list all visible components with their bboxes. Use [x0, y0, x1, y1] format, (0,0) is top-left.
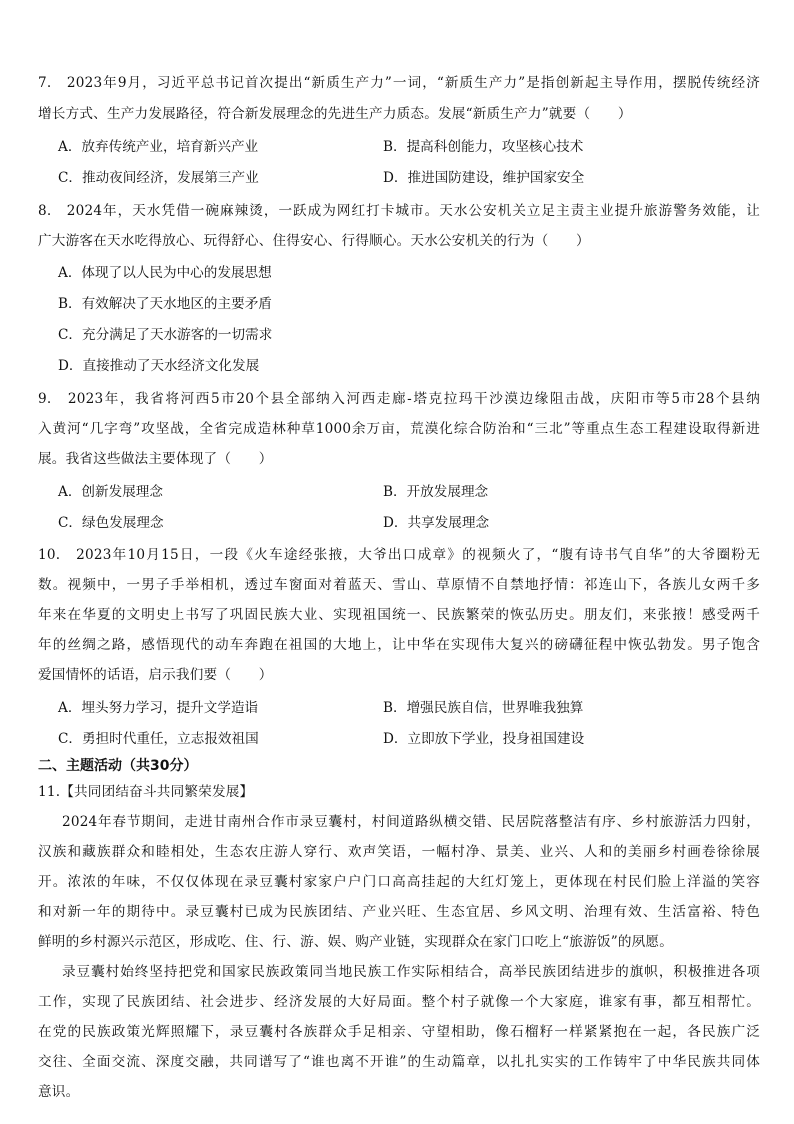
- q11-para1-line-3: 开。浓浓的年味，不仅仅体现在录豆囊村家家户户门口高高挂起的大红灯笼上，更体现在村民们脸上洋溢的笑容: [38, 874, 760, 890]
- q11-para1-line-4: 和对新一年的期待中。录豆囊村已成为民族团结、产业兴旺、生态宜居、乡风文明、治理有效、生活富裕、特色: [38, 904, 760, 920]
- q7-stem-line-2: 增长方式、生产力发展路径，符合新发展理念的先进生产力质态。发展“新质生产力”就要（ ）: [38, 106, 632, 122]
- q7-stem-line-1: 7. 2023年9月，习近平总书记首次提出“新质生产力”一词，“新质生产力”是指创新起主导作用，摆脱传统经济: [38, 75, 760, 91]
- q9-option-c[interactable]: C．绿色发展理念: [58, 515, 164, 531]
- q11-title: 11.【共同团结奋斗共同繁荣发展】: [38, 784, 254, 800]
- q10-stem-line-5: 爱国情怀的话语，启示我们要（ ）: [38, 667, 273, 683]
- q11-para2-line-2: 工作，实现了民族团结、社会进步、经济发展的大好局面。整个村子就像一个大家庭，谁家有事，都互相帮忙。: [38, 994, 760, 1010]
- q9-option-b[interactable]: B．开放发展理念: [383, 484, 489, 500]
- q7-option-d[interactable]: D．推进国防建设，维护国家安全: [383, 170, 585, 186]
- q8-option-d[interactable]: D．直接推动了天水经济文化发展: [58, 358, 260, 374]
- q9-stem-line-2: 入黄河“几字弯”攻坚战，全省完成造林种草1000余万亩，荒漠化综合防治和“三北”等重点生态工程建设取得新进: [38, 421, 760, 437]
- q11-para2-line-3: 在党的民族政策光辉照耀下，录豆囊村各族群众手足相亲、守望相助，像石榴籽一样紧紧抱在一起，各民族广泛: [38, 1024, 760, 1040]
- q8-option-c[interactable]: C．充分满足了天水游客的一切需求: [58, 327, 273, 343]
- q10-option-c[interactable]: C．勇担时代重任，立志报效祖国: [58, 731, 259, 747]
- section-heading: 二、主题活动（共30分）: [38, 758, 198, 774]
- q11-para1-line-5: 鲜明的乡村源兴示范区，形成吃、住、行、游、娱、购产业链，实现群众在家门口吃上“旅游饭”的夙愿。: [38, 934, 674, 950]
- q11-para2-line-4: 交往、全面交流、深度交融，共同谱写了“谁也离不开谁”的生动篇章，以扎扎实实的工作铸牢了中华民族共同体: [38, 1054, 760, 1070]
- q7-option-c[interactable]: C．推动夜间经济，发展第三产业: [58, 170, 259, 186]
- q8-option-a[interactable]: A．体现了以人民为中心的发展思想: [58, 265, 272, 281]
- q8-stem-line-2: 广大游客在天水吃得放心、玩得舒心、住得安心、行得顺心。天水公安机关的行为（ ）: [38, 233, 590, 249]
- q7-option-a[interactable]: A．放弃传统产业，培育新兴产业: [58, 139, 259, 155]
- q9-option-a[interactable]: A．创新发展理念: [58, 484, 163, 500]
- q10-stem-line-4: 年的丝绸之路，感悟现代的动车奔跑在祖国的大地上，让中华在实现伟大复兴的磅礴征程中恢弘勃发。男子饱含: [38, 637, 760, 653]
- q8-option-b[interactable]: B．有效解决了天水地区的主要矛盾: [58, 296, 272, 312]
- q8-stem-line-1: 8. 2024年，天水凭借一碗麻辣烫，一跃成为网红打卡城市。天水公安机关立足主责主业提升旅游警务效能，让: [38, 203, 760, 219]
- q10-option-a[interactable]: A．埋头努力学习，提升文学造诣: [58, 700, 259, 716]
- q7-option-b[interactable]: B．提高科创能力，攻坚核心技术: [383, 139, 584, 155]
- q9-stem-line-1: 9. 2023年，我省将河西5市20个县全部纳入河西走廊-塔克拉玛干沙漠边缘阻击战，庆阳市等5市28个县纳: [38, 391, 760, 407]
- q10-option-b[interactable]: B．增强民族自信，世界唯我独算: [383, 700, 584, 716]
- q9-option-d[interactable]: D．共享发展理念: [383, 515, 490, 531]
- q11-para2-line-5: 意识。: [38, 1084, 80, 1100]
- q10-stem-line-1: 10. 2023年10月15日，一段《火车途经张掖，大爷出口成章》的视频火了，“腹有诗书气自华”的大爷圈粉无: [38, 547, 760, 563]
- q9-stem-line-3: 展。我省这些做法主要体现了（ ）: [38, 451, 273, 467]
- q11-para1-line-1: 2024年春节期间，走进甘南州合作市录豆囊村，村间道路纵横交错、民居院落整洁有序、乡村旅游活力四射，: [62, 814, 760, 830]
- q10-stem-line-3: 年来在华夏的文明史上书写了巩固民族大业、实现祖国统一、民族繁荣的恢弘历史。朋友们，来张掖！感受两千: [38, 607, 760, 623]
- q10-option-d[interactable]: D．立即放下学业，投身祖国建设: [383, 731, 585, 747]
- q11-para1-line-2: 汉族和藏族群众和睦相处，生态农庄游人穿行、欢声笑语，一幅村净、景美、业兴、人和的美丽乡村画卷徐徐展: [38, 844, 760, 860]
- q11-para2-line-1: 录豆囊村始终坚持把党和国家民族政策同当地民族工作实际相结合，高举民族团结进步的旗帜，积极推进各项: [62, 964, 760, 980]
- q10-stem-line-2: 数。视频中，一男子手举相机，透过车窗面对着蓝天、雪山、草原情不自禁地抒情：祁连山下，各族儿女两千多: [38, 577, 760, 593]
